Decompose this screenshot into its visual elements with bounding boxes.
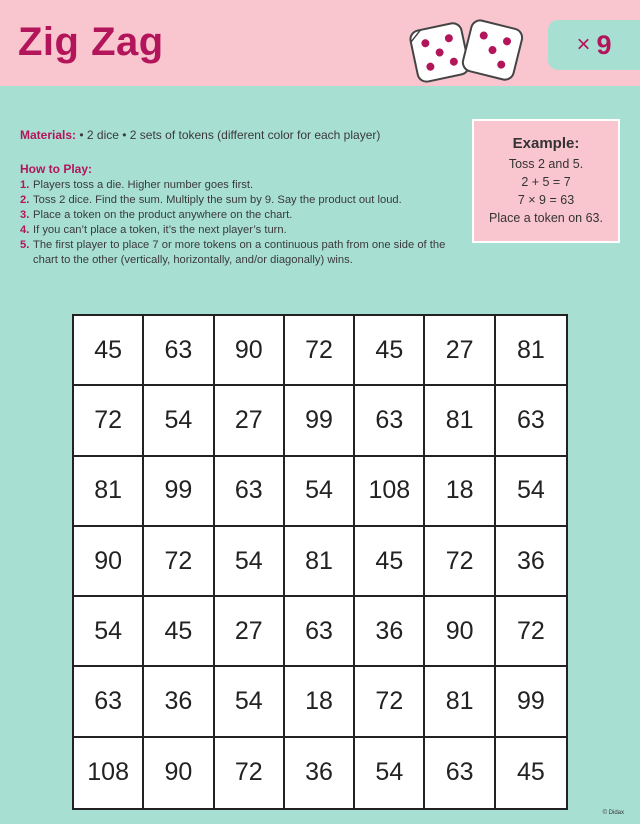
board-cell[interactable]: 72 xyxy=(355,667,425,737)
step-number: 3. xyxy=(20,209,30,221)
board-cell[interactable]: 27 xyxy=(215,597,285,667)
board-cell[interactable]: 81 xyxy=(285,527,355,597)
board-cell[interactable]: 54 xyxy=(215,527,285,597)
board-cell[interactable]: 72 xyxy=(285,316,355,386)
board-cell[interactable]: 72 xyxy=(215,738,285,808)
board-cell[interactable]: 54 xyxy=(496,457,566,527)
multiplier-badge xyxy=(548,20,640,70)
board-cell[interactable]: 90 xyxy=(74,527,144,597)
board-cell[interactable]: 72 xyxy=(74,386,144,456)
board-cell[interactable]: 18 xyxy=(285,667,355,737)
board-cell[interactable]: 45 xyxy=(355,316,425,386)
page-title: Zig Zag xyxy=(18,20,164,64)
board-cell[interactable]: 81 xyxy=(425,667,495,737)
board-cell[interactable]: 90 xyxy=(215,316,285,386)
board-cell[interactable]: 36 xyxy=(144,667,214,737)
board-cell[interactable]: 45 xyxy=(74,316,144,386)
example-line: Toss 2 and 5. xyxy=(508,157,584,171)
board-cell[interactable]: 54 xyxy=(74,597,144,667)
board-cell[interactable]: 63 xyxy=(285,597,355,667)
step-text: Place a token on the product anywhere on the chart. xyxy=(33,209,293,221)
step-3 xyxy=(20,208,450,223)
board-cell[interactable]: 36 xyxy=(355,597,425,667)
materials-label: Materials: xyxy=(20,128,77,142)
board-cell[interactable]: 90 xyxy=(144,738,214,808)
board-cell[interactable]: 36 xyxy=(496,527,566,597)
board-cell[interactable]: 63 xyxy=(355,386,425,456)
game-board xyxy=(72,314,568,810)
board-cell[interactable]: 99 xyxy=(496,667,566,737)
materials-text: • 2 dice • 2 sets of tokens (different color for each player) xyxy=(76,128,381,142)
example-line: 7 × 9 = 63 xyxy=(517,193,575,207)
publisher-credit: © Didax xyxy=(602,810,624,816)
board-cell[interactable]: 54 xyxy=(215,667,285,737)
board-cell[interactable]: 72 xyxy=(425,527,495,597)
board-cell[interactable]: 36 xyxy=(285,738,355,808)
board-cell[interactable]: 108 xyxy=(355,457,425,527)
step-number: 4. xyxy=(20,224,30,236)
example-line: Place a token on 63. xyxy=(489,211,603,225)
step-5 xyxy=(20,238,450,268)
step-number: 2. xyxy=(20,194,30,206)
times-symbol: × xyxy=(576,31,591,58)
board-cell[interactable]: 90 xyxy=(425,597,495,667)
how-to-play-label: How to Play: xyxy=(20,162,93,176)
header-band xyxy=(0,0,640,86)
step-text: Players toss a die. Higher number goes first. xyxy=(33,179,254,191)
board-cell[interactable]: 63 xyxy=(144,316,214,386)
step-number: 5. xyxy=(20,239,30,251)
example-label: Example: xyxy=(512,135,580,152)
board-cell[interactable]: 27 xyxy=(425,316,495,386)
board-cell[interactable]: 99 xyxy=(285,386,355,456)
step-text: Toss 2 dice. Find the sum. Multiply the sum by 9. Say the product out loud. xyxy=(33,194,402,206)
step-2 xyxy=(20,193,450,208)
step-4 xyxy=(20,223,450,238)
board-cell[interactable]: 45 xyxy=(355,527,425,597)
board-cell[interactable]: 18 xyxy=(425,457,495,527)
board-cell[interactable]: 27 xyxy=(215,386,285,456)
multiplier-number: 9 xyxy=(596,29,612,60)
board-cell[interactable]: 54 xyxy=(144,386,214,456)
board-cell[interactable]: 72 xyxy=(496,597,566,667)
board-cell[interactable]: 81 xyxy=(496,316,566,386)
how-to-play xyxy=(20,162,450,268)
board-cell[interactable]: 63 xyxy=(74,667,144,737)
board-cell[interactable]: 63 xyxy=(215,457,285,527)
board-cell[interactable]: 54 xyxy=(355,738,425,808)
board-cell[interactable]: 63 xyxy=(496,386,566,456)
board-cell[interactable]: 72 xyxy=(144,527,214,597)
board-cell[interactable]: 108 xyxy=(74,738,144,808)
board-cell[interactable]: 81 xyxy=(425,386,495,456)
board-cell[interactable]: 54 xyxy=(285,457,355,527)
board-cell[interactable]: 99 xyxy=(144,457,214,527)
step-number: 1. xyxy=(20,179,30,191)
board-cell[interactable]: 45 xyxy=(144,597,214,667)
example-line: 2 + 5 = 7 xyxy=(521,175,571,189)
step-text: If you can’t place a token, it’s the next player’s turn. xyxy=(33,224,287,236)
board-cell[interactable]: 81 xyxy=(74,457,144,527)
step-1 xyxy=(20,178,450,193)
board-cell[interactable]: 63 xyxy=(425,738,495,808)
board-cell[interactable]: 45 xyxy=(496,738,566,808)
materials-line xyxy=(20,128,380,142)
step-text: The first player to place 7 or more tokens on a continuous path from one side of the chart to the other (vertically, horizontally, and/or diagonally) wins. xyxy=(33,239,446,266)
dice-icon xyxy=(406,14,526,86)
example-box xyxy=(472,119,620,243)
